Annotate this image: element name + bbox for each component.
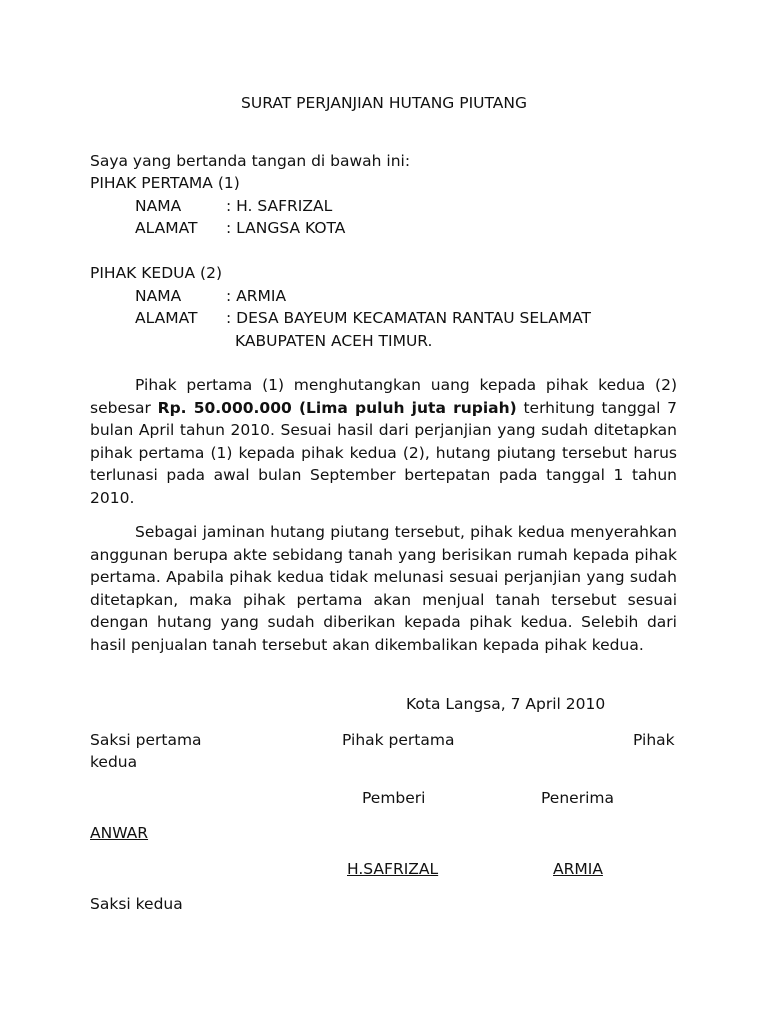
- paragraph-loan-terms: [90, 374, 677, 510]
- signature-name-armia: ARMIA: [553, 860, 603, 878]
- pihak-kedua-nama-label: NAMA: [135, 287, 182, 305]
- pihak-kedua-alamat-value-cont: KABUPATEN ACEH TIMUR.: [235, 332, 433, 350]
- pihak-kedua-alamat-label: ALAMAT: [135, 309, 198, 327]
- place-date: Kota Langsa, 7 April 2010: [406, 695, 606, 713]
- paragraph-collateral: Sebagai jaminan hutang piutang tersebut, pihak kedua menyerahkan anggunan berupa akte sebidang tanah yang berisikan rumah kepada pihak pertama. Apabila pihak kedua tidak melunasi sesuai perjanjian yang sudah ditetapkan, maka pihak pertama akan menjual tanah tersebut sesuai dengan hutang yang sudah diberikan kepada pihak kedua. Selebih dari hasil penjualan tanah tersebut akan dikembalikan kepada pihak kedua.: [90, 523, 677, 654]
- signature-name-safrizal: H.SAFRIZAL: [347, 860, 439, 878]
- pihak-kedua-label-cont: kedua: [90, 753, 138, 771]
- saksi-pertama-label: Saksi pertama: [90, 731, 202, 749]
- pihak-pertama-alamat-label: ALAMAT: [135, 219, 198, 237]
- pihak-pertama-alamat-value: : LANGSA KOTA: [226, 219, 346, 237]
- pihak-pertama-nama-value: : H. SAFRIZAL: [226, 197, 333, 215]
- pihak-kedua-nama-value: : ARMIA: [226, 287, 287, 305]
- document-title: SURAT PERJANJIAN HUTANG PIUTANG: [241, 94, 527, 112]
- pihak-kedua-heading: PIHAK KEDUA (2): [90, 264, 222, 282]
- paragraph-loan-terms-end: terhitung tanggal 7 bulan April tahun 2010. Sesuai hasil dari perjanjian yang sudah ditetapkan pihak pertama (1) kepada pihak kedua (2), hutang piutang tersebut harus terlunasi pada awal bulan September bertepatan pada tanggal 1 tahun 2010.: [90, 398, 677, 507]
- intro-text: Saya yang bertanda tangan di bawah ini:: [90, 152, 411, 170]
- pihak-pertama-nama-label: NAMA: [135, 197, 182, 215]
- loan-amount: Rp. 50.000.000 (Lima puluh juta rupiah): [157, 398, 517, 417]
- paragraph-loan-terms-start: Pihak pertama (1) menghutangkan uang kepada pihak kedua (2) sebesar: [90, 376, 677, 417]
- penerima-label: Penerima: [541, 789, 614, 807]
- pihak-pertama-label: Pihak pertama: [342, 731, 455, 749]
- saksi-kedua-label: Saksi kedua: [90, 895, 183, 913]
- signature-name-anwar: ANWAR: [90, 824, 149, 842]
- pemberi-label: Pemberi: [362, 789, 426, 807]
- pihak-kedua-label: Pihak: [633, 731, 675, 749]
- pihak-kedua-alamat-value: : DESA BAYEUM KECAMATAN RANTAU SELAMAT: [226, 309, 591, 327]
- pihak-pertama-heading: PIHAK PERTAMA (1): [90, 174, 240, 192]
